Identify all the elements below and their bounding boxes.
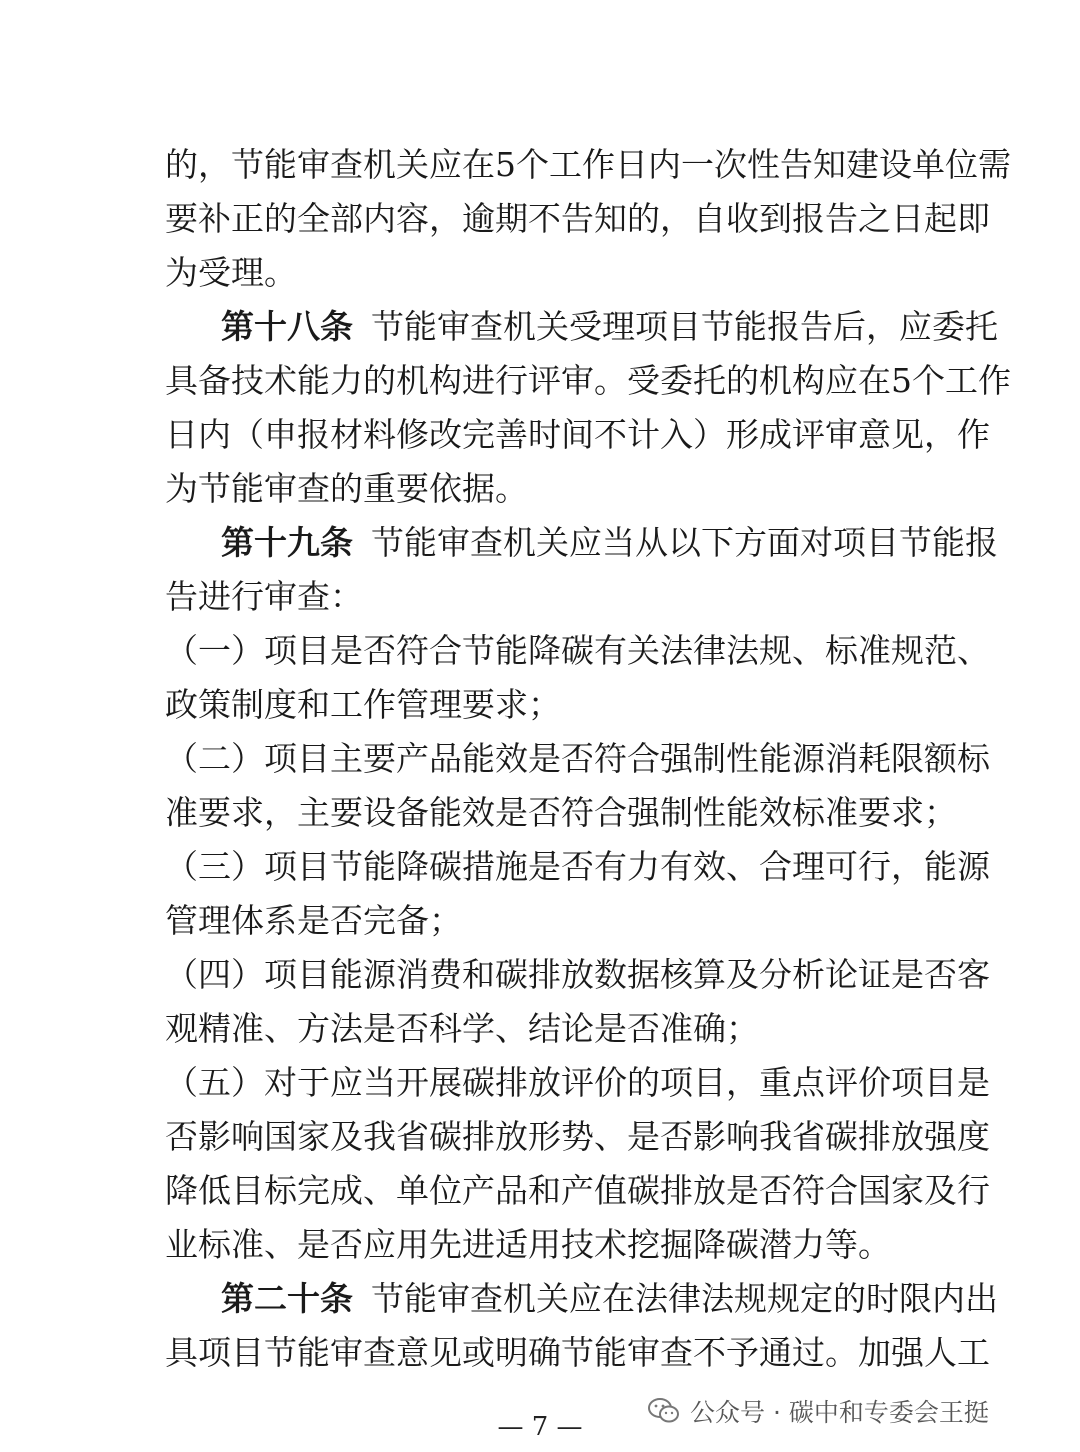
article-heading: 第十九条 [221,523,353,562]
text-line: 政策制度和工作管理要求； [165,685,561,724]
list-item-line: （五）对于应当开展碳排放评价的项目，重点评价项目是 [165,1063,990,1102]
article-20-line: 第二十条 节能审查机关应在法律法规规定的时限内出 [221,1279,998,1318]
list-item-line: （四）项目能源消费和碳排放数据核算及分析论证是否客 [165,955,990,994]
text-line: 要补正的全部内容，逾期不告知的，自收到报告之日起即 [165,199,990,238]
article-heading: 第二十条 [221,1279,353,1318]
text-line: 否影响国家及我省碳排放形势、是否影响我省碳排放强度 [165,1117,990,1156]
text-line: 管理体系是否完备； [165,901,462,940]
text-line: 的，节能审查机关应在5个工作日内一次性告知建设单位需 [165,145,1011,184]
article-heading: 第十八条 [221,307,353,346]
list-item-line: （二）项目主要产品能效是否符合强制性能源消耗限额标 [165,739,990,778]
article-19-line: 第十九条 节能审查机关应当从以下方面对项目节能报 [221,523,998,562]
watermark-text: 公众号 · 碳中和专委会王挺 [690,1398,989,1427]
text-line: 准要求，主要设备能效是否符合强制性能效标准要求； [165,793,957,832]
text-line: 具备技术能力的机构进行评审。受委托的机构应在5个工作 [165,361,1011,400]
text-line: 为节能审查的重要依据。 [165,469,528,508]
text-line: 具项目节能审查意见或明确节能审查不予通过。加强人工 [165,1333,990,1372]
list-item-line: （三）项目节能降碳措施是否有力有效、合理可行，能源 [165,847,990,886]
list-item-line: （一）项目是否符合节能降碳有关法律法规、标准规范、 [165,631,990,670]
text-line: 降低目标完成、单位产品和产值碳排放是否符合国家及行 [165,1171,990,1210]
text-line: 为受理。 [165,253,297,292]
text-line: 业标准、是否应用先进适用技术挖掘降碳潜力等。 [165,1225,891,1264]
text-line: 观精准、方法是否科学、结论是否准确； [165,1009,759,1048]
text-line: 日内（申报材料修改完善时间不计入）形成评审意见，作 [165,415,990,454]
text-line: 告进行审查： [165,577,363,616]
article-18-line: 第十八条 节能审查机关受理项目节能报告后，应委托 [221,307,998,346]
page-number: — 7 — [497,1412,583,1442]
